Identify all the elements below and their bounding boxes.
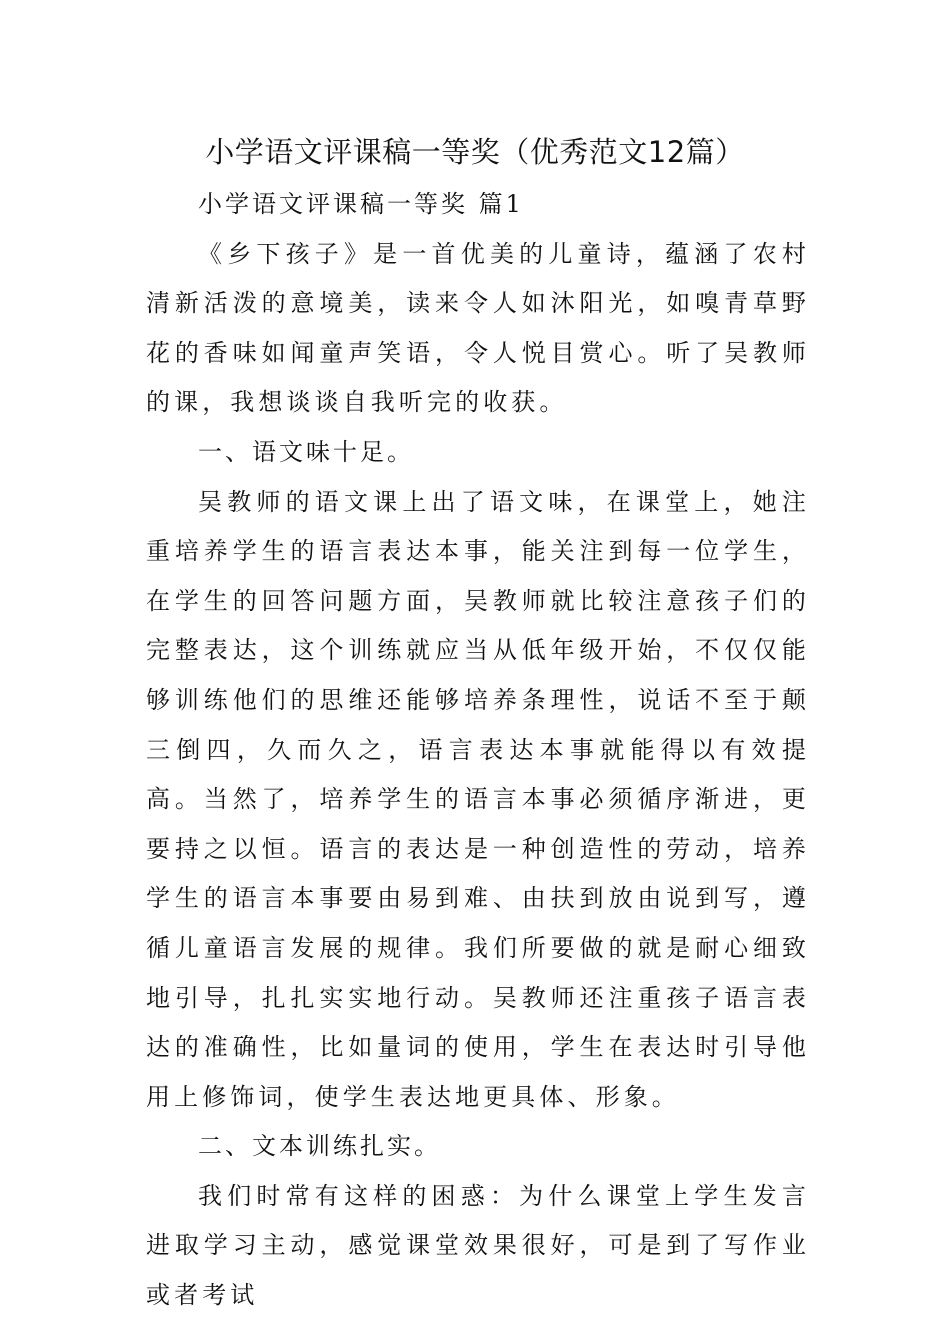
document-body bbox=[146, 180, 810, 1321]
subheading: 二、文本训练扎实。 bbox=[198, 1132, 441, 1161]
section-heading: 小学语文评课稿一等奖 篇1 bbox=[198, 190, 524, 218]
subheading: 一、语文味十足。 bbox=[198, 437, 414, 466]
paragraph: 《乡下孩子》是一首优美的儿童诗，蕴涵了农村清新活泼的意境美，读来令人如沐阳光，如嗅青草野花的香味如闻童声笑语，令人悦目赏心。听了吴教师的课，我想谈谈自我听完的收获。 bbox=[146, 239, 810, 417]
paragraph: 我们时常有这样的困惑：为什么课堂上学生发言进取学习主动，感觉课堂效果很好，可是到了写作业或者考试 bbox=[146, 1181, 810, 1310]
document-title: 小学语文评课稿一等奖（优秀范文12篇） bbox=[205, 135, 745, 169]
paragraph: 吴教师的语文课上出了语文味，在课堂上，她注重培养学生的语言表达本事，能关注到每一位学生，在学生的回答问题方面，吴教师就比较注意孩子们的完整表达，这个训练就应当从低年级开始，不仅仅能够训练他们的思维还能够培养条理性，说话不至于颠三倒四，久而久之，语言表达本事就能得以有效提高。当然了，培养学生的语言本事必须循序渐进，更要持之以恒。语言的表达是一种创造性的劳动，培养学生的语言本事要由易到难、由扶到放由说到写，遵循儿童语言发展的规律。我们所要做的就是耐心细致地引导，扎扎实实地行动。吴教师还注重孩子语言表达的准确性，比如量词的使用，学生在表达时引导他用上修饰词，使学生表达地更具体、形象。 bbox=[146, 487, 810, 1111]
